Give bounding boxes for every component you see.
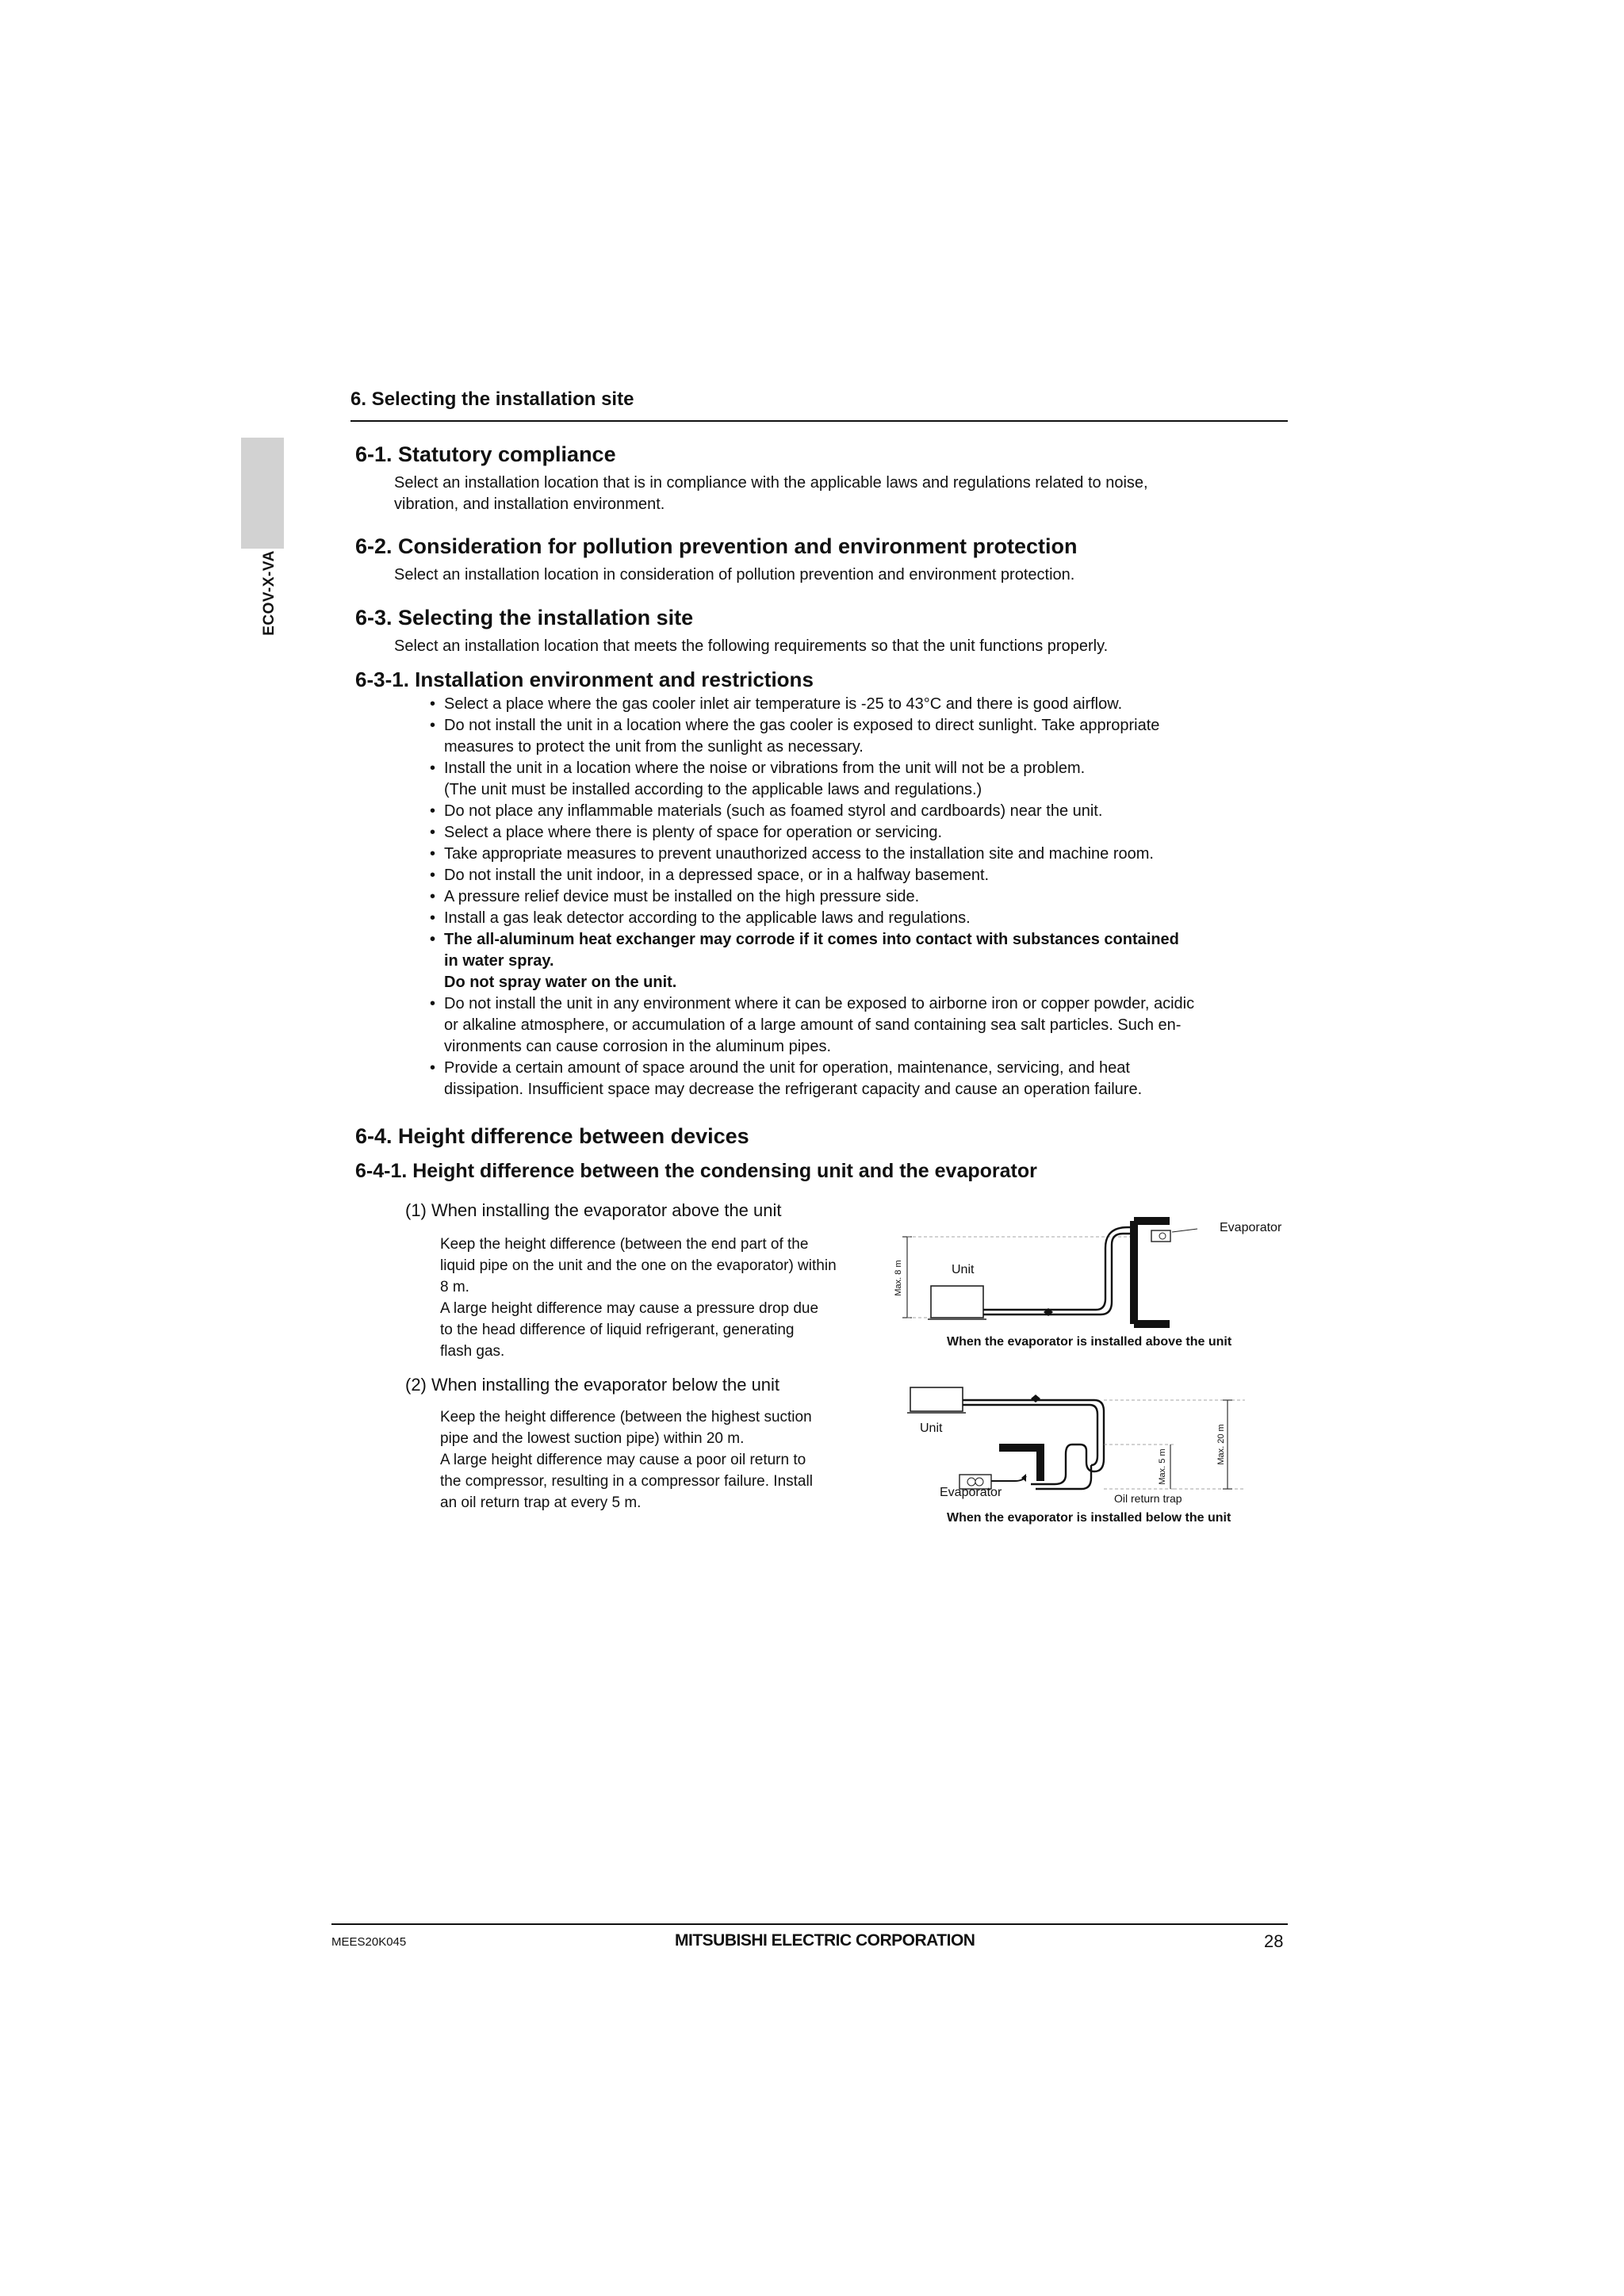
section-6-3-1-heading: 6-3-1. Installation environment and restrictions [355, 668, 814, 691]
diagram-1-evaporator-label: Evaporator [1220, 1221, 1282, 1234]
section-6-1-heading: 6-1. Statutory compliance [355, 442, 616, 466]
page-number: 28 [1264, 1931, 1284, 1951]
list-item-line: • Select a place where the gas cooler inlet air temperature is -25 to 43°C and there is good airflow. [444, 695, 1123, 713]
list-item-line: • Do not place any inflammable materials (such as foamed styrol and cardboards) near the unit. [444, 802, 1103, 820]
list-item [430, 694, 1275, 715]
diagram-2-max-label: Max. 20 m [1216, 1424, 1226, 1465]
list-item [430, 886, 1275, 908]
list-item [430, 993, 1275, 1058]
section-6-1-line: Select an installation location that is in compliance with the applicable laws and regulations related to noise, [394, 474, 1148, 492]
list-item [430, 865, 1275, 886]
footer-rule [331, 1923, 1288, 1925]
section-6-1-line: vibration, and installation environment. [394, 496, 665, 513]
valve-icon [1031, 1395, 1040, 1402]
case-1-line: to the head difference of liquid refrigerant, generating [440, 1322, 795, 1338]
case-2-line: an oil return trap at every 5 m. [440, 1494, 642, 1511]
case-1-line: Keep the height difference (between the end part of the [440, 1236, 809, 1253]
case-2-line: the compressor, resulting in a compressor failure. Install [440, 1473, 813, 1490]
list-item-line: • Provide a certain amount of space around the unit for operation, maintenance, servicing, and heat [444, 1059, 1130, 1077]
section-6-2-text: Select an installation location in consideration of pollution prevention and environment protection. [394, 566, 1075, 584]
list-item-line: • Take appropriate measures to prevent unauthorized access to the installation site and machine room. [444, 845, 1154, 863]
list-item [430, 715, 1275, 758]
side-tab-marker [241, 438, 284, 549]
list-item-line: (The unit must be installed according to the applicable laws and regulations.) [444, 781, 982, 798]
list-item-line: • A pressure relief device must be installed on the high pressure side. [444, 888, 920, 905]
diagram-2-trap-label: Oil return trap [1114, 1492, 1182, 1505]
case-1-line: liquid pipe on the unit and the one on the evaporator) within [440, 1257, 837, 1274]
unit-box [910, 1387, 963, 1411]
diagram-1-unit-label: Unit [952, 1263, 975, 1276]
list-item [430, 908, 1275, 929]
diagram-1-caption: When the evaporator is installed above the unit [947, 1335, 1232, 1349]
list-item-line: • Install a gas leak detector according to the applicable laws and regulations. [444, 909, 971, 927]
list-item-line: dissipation. Insufficient space may decrease the refrigerant capacity and cause an operation failure. [444, 1081, 1143, 1098]
building-structure [999, 1448, 1040, 1481]
chapter-rule [350, 420, 1288, 422]
case-2-title: (2) When installing the evaporator below the unit [405, 1375, 780, 1395]
list-item-line: vironments can cause corrosion in the aluminum pipes. [444, 1038, 832, 1055]
section-6-3-text: Select an installation location that meets the following requirements so that the unit functions properly. [394, 637, 1109, 655]
list-item [430, 758, 1275, 801]
list-item-line: • The all-aluminum heat exchanger may corrode if it comes into contact with substances contained [444, 931, 1179, 948]
list-item [430, 844, 1275, 865]
suction-pipe [963, 1400, 1104, 1424]
unit-box [931, 1286, 983, 1318]
list-item-line: • Install the unit in a location where the noise or vibrations from the unit will not be a problem. [444, 760, 1086, 777]
diagram-2-evaporator-label: Evaporator [940, 1486, 1002, 1499]
gas-pipe [983, 1227, 1138, 1310]
case-1-text [440, 1234, 884, 1362]
section-6-2-heading: 6-2. Consideration for pollution prevention and environment protection [355, 534, 1078, 558]
case-2-line: Keep the height difference (between the highest suction [440, 1409, 812, 1425]
footer-corporation: MITSUBISHI ELECTRIC CORPORATION [675, 1931, 975, 1950]
section-6-3-heading: 6-3. Selecting the installation site [355, 606, 694, 629]
liquid-pipe [963, 1405, 1097, 1424]
case-2-line: A large height difference may cause a poor oil return to [440, 1452, 806, 1468]
diagram-1-max-label: Max. 8 m [894, 1260, 903, 1296]
list-item-line: or alkaline atmosphere, or accumulation of a large amount of sand containing sea salt particles. Such en- [444, 1016, 1182, 1034]
list-item-line: in water spray. [444, 952, 554, 970]
case-1-line: A large height difference may cause a pressure drop due [440, 1300, 819, 1317]
list-item-line: Do not spray water on the unit. [444, 974, 677, 991]
section-6-4-1-heading: 6-4-1. Height difference between the condensing unit and the evaporator [355, 1160, 1037, 1182]
diagram-2-caption: When the evaporator is installed below the unit [947, 1511, 1231, 1525]
case-1-title: (1) When installing the evaporator above the unit [405, 1200, 782, 1220]
footer-doc-code: MEES20K045 [331, 1935, 407, 1949]
side-tab-title: ECOV-X-VA [261, 550, 278, 636]
restrictions-list [430, 694, 1275, 1100]
case-1-line: 8 m. [440, 1279, 469, 1295]
chapter-title: 6. Selecting the installation site [350, 388, 634, 410]
diagram-2-trap-height-label: Max. 5 m [1158, 1448, 1167, 1485]
case-2-line: pipe and the lowest suction pipe) within 20 m. [440, 1430, 745, 1447]
diagram-2-unit-label: Unit [920, 1422, 943, 1435]
list-item-line: • Do not install the unit in any environment where it can be exposed to airborne iron or copper powder, acidic [444, 995, 1195, 1012]
valve-icon [1021, 1474, 1026, 1482]
evaporator-box [1151, 1230, 1170, 1242]
case-2-text [440, 1406, 884, 1513]
list-item [430, 801, 1275, 822]
case-1-line: flash gas. [440, 1343, 505, 1360]
section-6-4-heading: 6-4. Height difference between devices [355, 1124, 749, 1148]
list-item [430, 822, 1275, 844]
list-item-line: measures to protect the unit from the sunlight as necessary. [444, 738, 864, 756]
liquid-pipe [983, 1234, 1134, 1314]
section-6-1-text [394, 473, 1274, 515]
list-item [430, 1058, 1275, 1100]
list-item-line: • Do not install the unit in a location where the gas cooler is exposed to direct sunlight. Take appropriate [444, 717, 1160, 734]
list-item-line: • Do not install the unit indoor, in a depressed space, or in a halfway basement. [444, 867, 990, 884]
list-item-line: • Select a place where there is plenty of space for operation or servicing. [444, 824, 943, 841]
list-item-warning [430, 929, 1275, 993]
